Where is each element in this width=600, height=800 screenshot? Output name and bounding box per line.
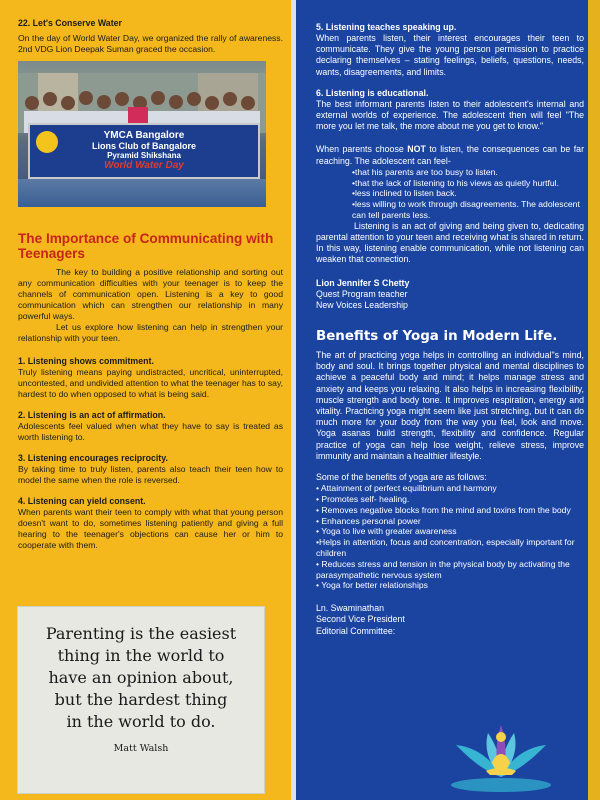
- point-4: [18, 496, 283, 551]
- list-item: •less willing to work through disagreements. The adolescent can tell parents less.: [352, 199, 580, 221]
- banner-line1: YMCA Bangalore: [103, 130, 185, 141]
- point-6-heading: 6. Listening is educational.: [316, 87, 429, 98]
- quote-line: but the hardest thing: [54, 690, 228, 709]
- point-2: [18, 410, 283, 443]
- list-item: • Yoga to live with greater awareness: [316, 526, 457, 537]
- closing-text: Listening is an act of giving and being given to, dedicating parental attention to your teen and receiving what is shared in return. In this way, listening enable communication, while not listening can weaken that connection.: [316, 220, 584, 265]
- list-item: • Yoga for better relationships: [316, 580, 428, 591]
- benefits-list: [316, 483, 584, 591]
- para1: The key to building a positive relationship and sorting out any communication difficulties with your teenager is to keep the channels of communication open. Listening is a key to good communication which can strengthen our relationship in many powerful ways.: [18, 267, 283, 321]
- author-block: [316, 278, 584, 311]
- rally-banner: [28, 123, 260, 179]
- point-text: When parents want their teen to comply with what that young person doesn't want to do, sometimes listening patiently and giving a full hearing to the teenager's objections can cause her or him to cooperate with them.: [18, 507, 283, 550]
- yoga-title: Benefits of Yoga in Modern Life.: [316, 329, 558, 345]
- list-item: • Removes negative blocks from the mind and toxins from the body: [316, 504, 571, 515]
- point-heading: 4. Listening can yield consent.: [18, 496, 146, 506]
- para2: Let us explore how listening can help in strengthen your relationship with your teen.: [18, 322, 283, 343]
- rally-photo: [18, 61, 266, 207]
- point-text: By taking time to truly listen, parents also teach their teen how to model the same when the role is reversed.: [18, 464, 283, 485]
- point-text: Adolescents feel valued when what they have to say is treated as worth listening to.: [18, 421, 283, 442]
- lions-logo-icon: [36, 131, 58, 153]
- point-5-heading: 5. Listening teaches speaking up.: [316, 22, 457, 32]
- banner-line2: Lions Club of Bangalore: [91, 141, 196, 151]
- list-item: •that the lack of listening to his views as quietly hurtful.: [352, 177, 559, 188]
- banner-line3: Pyramid Shikshana: [107, 151, 181, 160]
- quote-line: thing in the world to: [57, 646, 225, 665]
- quote-card: [17, 606, 265, 794]
- point-1: [18, 356, 283, 400]
- right-column: [296, 0, 600, 800]
- list-item: • Promotes self- healing.: [316, 494, 410, 505]
- point-3: [18, 453, 283, 486]
- quote-author: Matt Walsh: [113, 743, 169, 754]
- feel-list: [316, 167, 584, 221]
- not-emphasis: NOT: [407, 144, 426, 155]
- sig-role: Second Vice President: [316, 614, 405, 625]
- author-role: Quest Program teacher: [316, 288, 408, 299]
- right-edge-strip: [588, 0, 600, 800]
- section-heading: 22. Let's Conserve Water: [18, 18, 122, 28]
- point-heading: 2. Listening is an act of affirmation.: [18, 410, 166, 420]
- lotus-meditation-icon: [446, 715, 556, 795]
- photo-bottom: [18, 179, 266, 207]
- signature-block: [316, 603, 584, 637]
- author-name: Lion Jennifer S Chetty: [316, 277, 410, 288]
- sig-role: Editorial Committee:: [316, 625, 396, 636]
- quote-line: in the world to do.: [66, 712, 216, 731]
- point-text: Truly listening means paying undistracted, uncritical, uninterrupted, uncontested, and undivided attention to what the teenager has to say, hardest to do when opposed to what is being said.: [18, 367, 283, 399]
- point-heading: 3. Listening encourages reciprocity.: [18, 453, 168, 463]
- list-item: • Attainment of perfect equilibrium and harmony: [316, 483, 497, 494]
- author-role: New Voices Leadership: [316, 299, 408, 310]
- benefits-intro: Some of the benefits of yoga are as follows:: [316, 472, 487, 483]
- banner-line4: World Water Day: [104, 160, 184, 171]
- list-item: • Enhances personal power: [316, 515, 421, 526]
- point-heading: 1. Listening shows commitment.: [18, 356, 154, 366]
- sig-name: Ln. Swaminathan: [316, 603, 384, 614]
- quote-text: [18, 623, 264, 733]
- consequences-text: When parents choose NOT to listen, the consequences can be far reaching. The adolescent can feel-: [316, 144, 585, 166]
- point-5-text: When parents listen, their interest encourages their teen to communicate. They give the young person permission to practice declaring themselves – stating feelings, beliefs, questions, needs, wants, disagreements, and limits.: [316, 33, 584, 77]
- list-item: •Helps in attention, focus and concentration, especially important for children: [316, 537, 575, 559]
- list-item: •that his parents are too busy to listen.: [352, 166, 498, 177]
- point-6-text: The best informant parents listen to their adolescent's internal and external worlds of experience. The adolescent then will feel "The more you let me talk, the more about me you get to know.": [316, 98, 584, 132]
- quote-line: have an opinion about,: [48, 668, 234, 687]
- list-item: • Reduces stress and tension in the physical body by activating the parasympathetic nervous system: [316, 558, 570, 580]
- intro-text: On the day of World Water Day, we organized the rally of awareness. 2nd VDG Lion Deepak Suman graced the occasion.: [18, 33, 283, 54]
- article-title: The Importance of Communicating with Teenagers: [18, 231, 274, 261]
- list-item: •less inclined to listen back.: [352, 188, 457, 199]
- quote-line: Parenting is the easiest: [45, 624, 237, 643]
- yoga-text: The art of practicing yoga helps in controlling an individual"s mind, body and soul. It brings together physical and mental disciplines to achieve a peaceful body and mind; it helps manage stress and anxiety and keeps you relaxing. It also helps in increasing flexibility, muscle strength and body tone. It improves respiration, energy and vitality. Practicing yoga might seem like just stretching, but it can do much more for your body from the way you feel, look and move. Yoga asanas build strength, flexibility and confidence. Regular practice of yoga can help lose weight, relieve stress, improve immunity and maintain a healthier lifestyle.: [316, 350, 584, 461]
